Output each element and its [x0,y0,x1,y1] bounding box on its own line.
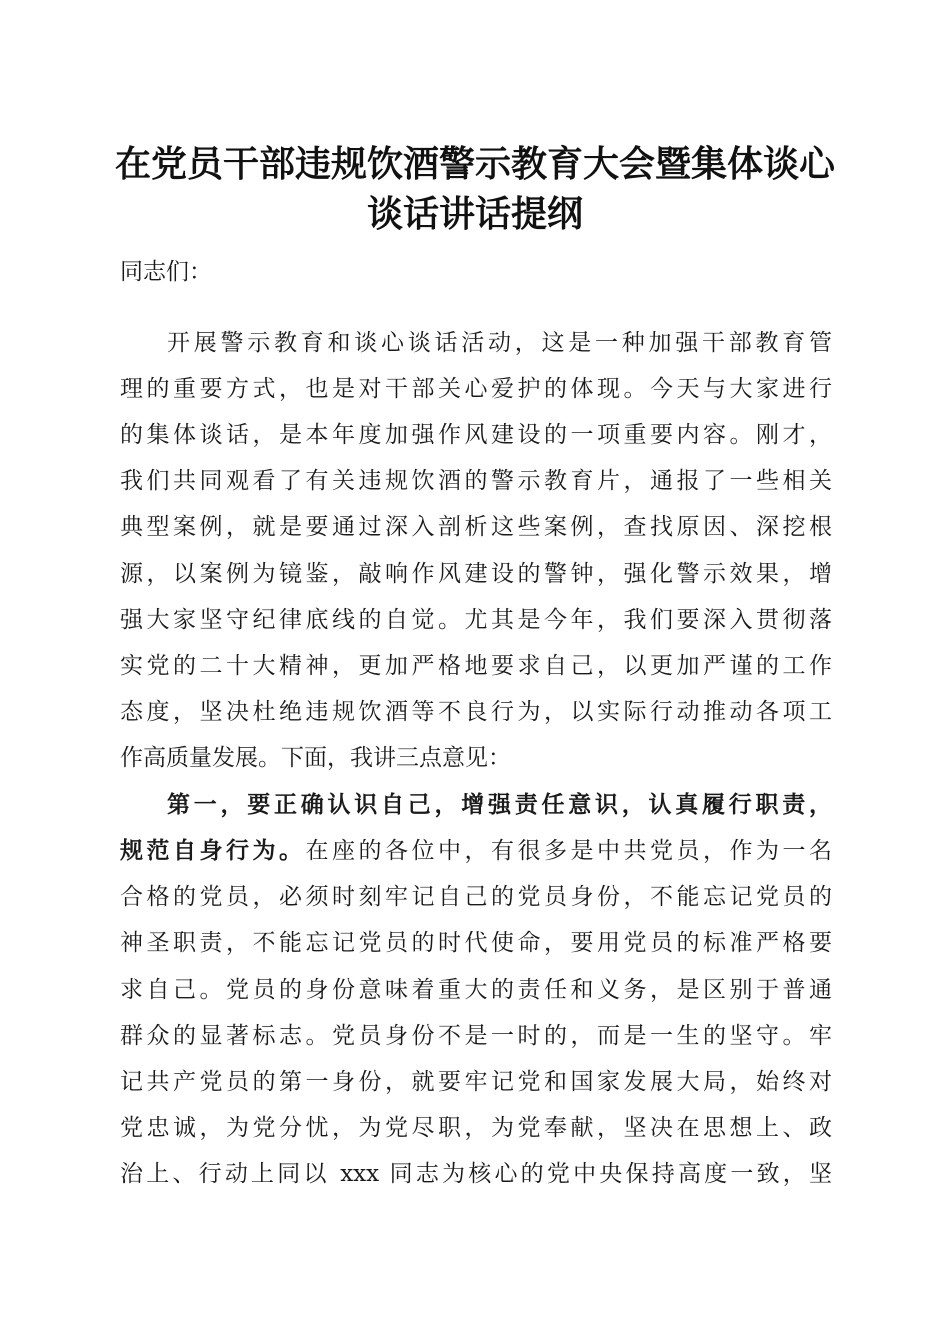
paragraph-1-line: 实党的二十大精神，更加严格地要求自己，以更加严谨的工作 [120,653,832,679]
document-title-line-2: 谈话讲话提纲 [366,193,583,235]
section-1-heading-continued: 规范自身行为。 [120,837,306,864]
paragraph-2-line [120,836,832,866]
section-1-heading: 第一，要正确认识自己，增强责任意识，认真履行职责， [167,791,832,818]
paragraph-1-line: 的集体谈话，是本年度加强作风建设的一项重要内容。刚才， [120,422,832,448]
paragraph-1-line: 源，以案例为镜鉴，敲响作风建设的警钟，强化警示效果，增 [120,561,832,587]
paragraph-2-line: 治上、行动上同以 xxx 同志为核心的党中央保持高度一致，坚 [120,1161,832,1187]
paragraph-1-line: 强大家坚守纪律底线的自觉。尤其是今年，我们要深入贯彻落 [120,607,832,633]
paragraph-2-line: 神圣职责，不能忘记党员的时代使命，要用党员的标准严格要 [120,930,832,956]
paragraph-1-line: 作高质量发展。下面，我讲三点意见： [120,745,511,771]
paragraph-1-line: 理的重要方式，也是对干部关心爱护的体现。今天与大家进行 [120,376,832,402]
paragraph-1-line: 典型案例，就是要通过深入剖析这些案例，查找原因、深挖根 [120,514,832,540]
paragraph-1-line: 态度，坚决杜绝违规饮酒等不良行为，以实际行动推动各项工 [120,699,832,725]
paragraph-1-line: 开展警示教育和谈心谈话活动，这是一种加强干部教育管 [167,330,832,356]
paragraph-2-line: 群众的显著标志。党员身份不是一时的，而是一生的坚守。牢 [120,1023,832,1049]
paragraph-2-text: 在座的各位中，有很多是中共党员，作为一名 [305,838,832,864]
paragraph-2-line: 党忠诚，为党分忧，为党尽职，为党奉献，坚决在思想上、政 [120,1115,832,1141]
paragraph-1-line: 我们共同观看了有关违规饮酒的警示教育片，通报了一些相关 [120,468,832,494]
paragraph-2-line: 求自己。党员的身份意味着重大的责任和义务，是区别于普通 [120,977,832,1003]
paragraph-2-line: 记共产党员的第一身份，就要牢记党和国家发展大局，始终对 [120,1069,832,1095]
document-title-line-1: 在党员干部违规饮酒警示教育大会暨集体谈心 [114,143,835,185]
paragraph-2-line: 合格的党员，必须时刻牢记自己的党员身份，不能忘记党员的 [120,884,832,910]
salutation: 同志们： [120,259,212,285]
